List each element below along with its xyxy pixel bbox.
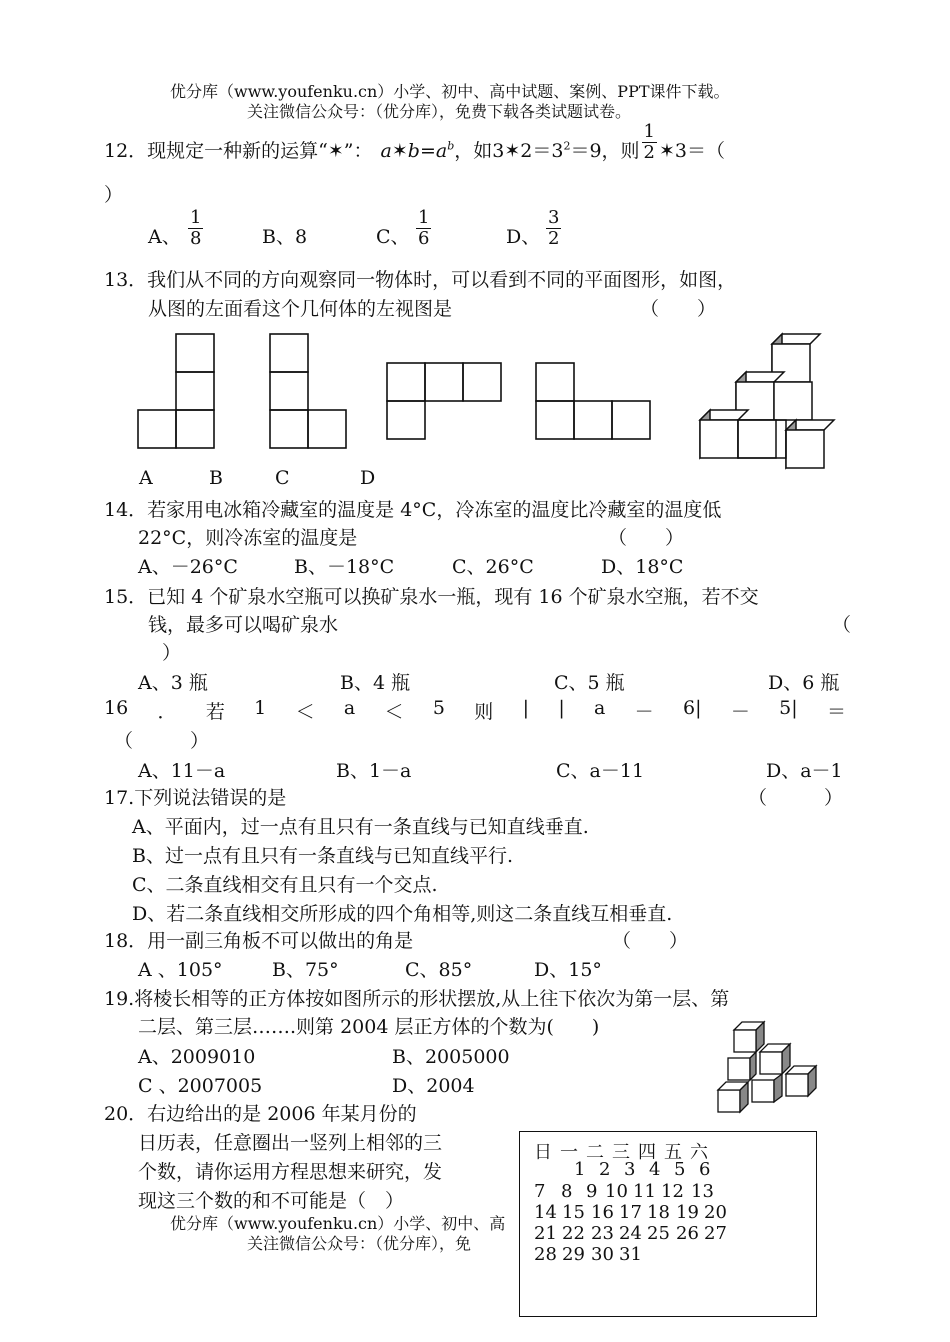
- question-18-paren: （ ）: [612, 930, 689, 952]
- calendar-day: 10: [605, 1181, 628, 1202]
- question-15-line-1: 15．已知 4 个矿泉水空瓶可以换矿泉水一瓶，现有 16 个矿泉水空瓶，若不交: [104, 586, 759, 608]
- calendar-week-row: [534, 1244, 647, 1265]
- q16-option-c: C、a－11: [556, 760, 645, 782]
- q12-option-c-frac: $\frac{1}{6}$: [418, 207, 430, 249]
- q19-cube-stack-figure: [712, 1020, 824, 1122]
- q18-option-d: D、15°: [534, 959, 602, 981]
- calendar-week-row: [534, 1223, 732, 1244]
- q19-option-c: C 、2007005: [138, 1075, 263, 1097]
- q19-option-d: D、2004: [392, 1075, 475, 1097]
- calendar-week-row: [574, 1159, 724, 1180]
- q19-option-a: A、2009010: [138, 1046, 256, 1068]
- calendar-day: 29: [562, 1244, 585, 1265]
- calendar-day: 7: [534, 1181, 546, 1202]
- weekday-tue: 二: [586, 1142, 604, 1163]
- q15-option-a: A、3 瓶: [138, 672, 208, 694]
- question-18-stem: 18．用一副三角板不可以做出的角是: [104, 930, 414, 952]
- q13-views-figure: [130, 328, 850, 478]
- weekday-mon: 一: [560, 1142, 578, 1163]
- q12-option-a: A、: [148, 226, 181, 248]
- question-16-paren: （ ）: [114, 730, 210, 752]
- question-13-line-1: 13．我们从不同的方向观察同一物体时，可以看到不同的平面图形，如图，: [104, 269, 737, 291]
- footer-line-2: 关注微信公众号：（优分库），免: [247, 1234, 472, 1253]
- q13-solid-figure: [700, 334, 834, 468]
- view-d-cell: [536, 363, 574, 401]
- q19-option-b: B、2005000: [392, 1046, 510, 1068]
- q15-option-b: B、4 瓶: [340, 672, 411, 694]
- q17-option-c: C、二条直线相交有且只有一个交点.: [132, 874, 438, 896]
- calendar-day: 11: [633, 1181, 656, 1202]
- q15-option-c: C、5 瓶: [554, 672, 625, 694]
- calendar-table: [519, 1131, 817, 1317]
- calendar-day: 19: [676, 1202, 699, 1223]
- calendar-day: 25: [647, 1223, 670, 1244]
- view-c-cell: [387, 401, 425, 439]
- question-17-paren: （ ）: [748, 787, 844, 809]
- calendar-day: 3: [624, 1159, 636, 1180]
- question-20-line-2: 日历表，任意圈出一竖列上相邻的三: [138, 1132, 443, 1154]
- q17-option-a: A、平面内，过一点有且只有一条直线与已知直线垂直.: [132, 816, 589, 838]
- weekday-wed: 三: [612, 1142, 630, 1163]
- calendar-day: 14: [534, 1202, 557, 1223]
- calendar-day: 17: [619, 1202, 642, 1223]
- q12-option-d-frac: $\frac{3}{2}$: [548, 207, 560, 249]
- q12-option-b: B、8: [262, 226, 308, 248]
- calendar-day: 24: [619, 1223, 642, 1244]
- q12-option-d: D、: [506, 226, 541, 248]
- view-b-cell: [270, 372, 308, 410]
- header-line-2: 关注微信公众号：（优分库），免费下载各类试题试卷。: [247, 102, 632, 121]
- view-a-cell: [176, 372, 214, 410]
- q18-option-b: B、75°: [272, 959, 339, 981]
- q13-label-b: B: [209, 467, 223, 489]
- q14-option-c: C、26°C: [452, 556, 534, 578]
- calendar-day: 27: [704, 1223, 727, 1244]
- calendar-day: 2: [599, 1159, 611, 1180]
- q15-option-d: D、6 瓶: [768, 672, 840, 694]
- question-17-stem: 17.下列说法错误的是: [104, 787, 287, 809]
- calendar-day: 16: [591, 1202, 614, 1223]
- weekday-thu: 四: [638, 1142, 656, 1163]
- q18-option-c: C、85°: [405, 959, 473, 981]
- q17-option-d: D、若二条直线相交所形成的四个角相等,则这二条直线互相垂直.: [132, 903, 673, 925]
- question-12-close: ）: [104, 184, 124, 206]
- question-20-line-1: 20．右边给出的是 2006 年某月份的: [104, 1103, 417, 1125]
- weekday-sat: 六: [690, 1142, 708, 1163]
- calendar-day: 22: [562, 1223, 585, 1244]
- question-14-paren: （ ）: [608, 527, 685, 549]
- calendar-day: 1: [574, 1159, 586, 1180]
- calendar-day: 26: [676, 1223, 699, 1244]
- calendar-day: 4: [649, 1159, 661, 1180]
- calendar-week-row: [534, 1181, 719, 1202]
- calendar-week-row: [534, 1202, 732, 1223]
- view-c-cell: [387, 363, 425, 401]
- view-a-cell: [138, 410, 176, 448]
- q18-option-a: A 、105°: [138, 959, 223, 981]
- question-19-line-1: 19.将棱长相等的正方体按如图所示的形状摆放,从上往下依次为第一层、第: [104, 988, 730, 1010]
- q13-label-c: C: [275, 467, 290, 489]
- view-a-cell: [176, 410, 214, 448]
- calendar-day: 6: [699, 1159, 711, 1180]
- q12-option-a-frac: $\frac{1}{8}$: [190, 207, 202, 249]
- calendar-day: 31: [619, 1244, 642, 1265]
- q17-option-b: B、过一点有且只有一条直线与已知直线平行.: [132, 845, 514, 867]
- question-14-line-1: 14．若家用电冰箱冷藏室的温度是 4°C，冷冻室的温度比冷藏室的温度低: [104, 499, 722, 521]
- question-12-stem: 12．现规定一种新的运算“✶”： $a✶b=a^b$，如$3✶2=3^2=9$，则 $\frac{1}{2}$ ✶3＝（: [104, 120, 726, 163]
- calendar-day: 9: [586, 1181, 598, 1202]
- q16-option-b: B、1－a: [336, 760, 412, 782]
- calendar-day: 12: [661, 1181, 684, 1202]
- calendar-day: 30: [591, 1244, 614, 1265]
- view-d-cell: [536, 401, 574, 439]
- q16-option-a: A、11－a: [138, 760, 226, 782]
- calendar-day: 28: [534, 1244, 557, 1265]
- view-a-cell: [176, 334, 214, 372]
- calendar-day: 13: [691, 1181, 714, 1202]
- weekday-fri: 五: [664, 1142, 682, 1163]
- q16-option-d: D、a－1: [766, 760, 843, 782]
- question-16-stem: 16 ． 若 1 ＜ a ＜ 5 则 | | a － 6| － 5| ＝: [104, 697, 846, 723]
- q14-option-b: B、－18°C: [294, 556, 395, 578]
- calendar-day: 20: [704, 1202, 727, 1223]
- question-14-line-2: 22°C，则冷冻室的温度是: [138, 527, 358, 549]
- calendar-day: 18: [647, 1202, 670, 1223]
- view-b-cell: [270, 410, 308, 448]
- q13-label-d: D: [360, 467, 376, 489]
- question-20-line-3: 个数，请你运用方程思想来研究，发: [138, 1161, 443, 1183]
- question-15-paren-close: ）: [162, 642, 182, 664]
- view-c-cell: [425, 363, 463, 401]
- weekday-sun: 日: [534, 1142, 552, 1163]
- q12-option-c: C、: [376, 226, 410, 248]
- q13-label-a: A: [139, 467, 153, 489]
- question-13-paren: （ ）: [640, 298, 717, 320]
- view-c-cell: [463, 363, 501, 401]
- question-20-line-4: 现这三个数的和不可能是（ ）: [138, 1190, 405, 1212]
- view-d-cell: [574, 401, 612, 439]
- question-13-line-2: 从图的左面看这个几何体的左视图是: [148, 298, 453, 320]
- header-line-1: 优分库（www.youfenku.cn）小学、初中、高中试题、案例、PPT课件下载。: [170, 82, 730, 101]
- q14-option-d: D、18°C: [601, 556, 684, 578]
- calendar-day: 21: [534, 1223, 557, 1244]
- view-b-cell: [308, 410, 346, 448]
- question-19-line-2: 二层、第三层…….则第 2004 层正方体的个数为( ): [138, 1016, 600, 1038]
- q14-option-a: A、－26°C: [138, 556, 238, 578]
- calendar-day: 15: [562, 1202, 585, 1223]
- footer-line-1: 优分库（www.youfenku.cn）小学、初中、高: [170, 1214, 506, 1233]
- view-b-cell: [270, 334, 308, 372]
- view-d-cell: [612, 401, 650, 439]
- question-15-paren-open: （: [832, 614, 852, 636]
- calendar-day: 5: [674, 1159, 686, 1180]
- calendar-day: 8: [561, 1181, 573, 1202]
- calendar-day: 23: [591, 1223, 614, 1244]
- question-15-line-2: 钱，最多可以喝矿泉水: [148, 614, 339, 636]
